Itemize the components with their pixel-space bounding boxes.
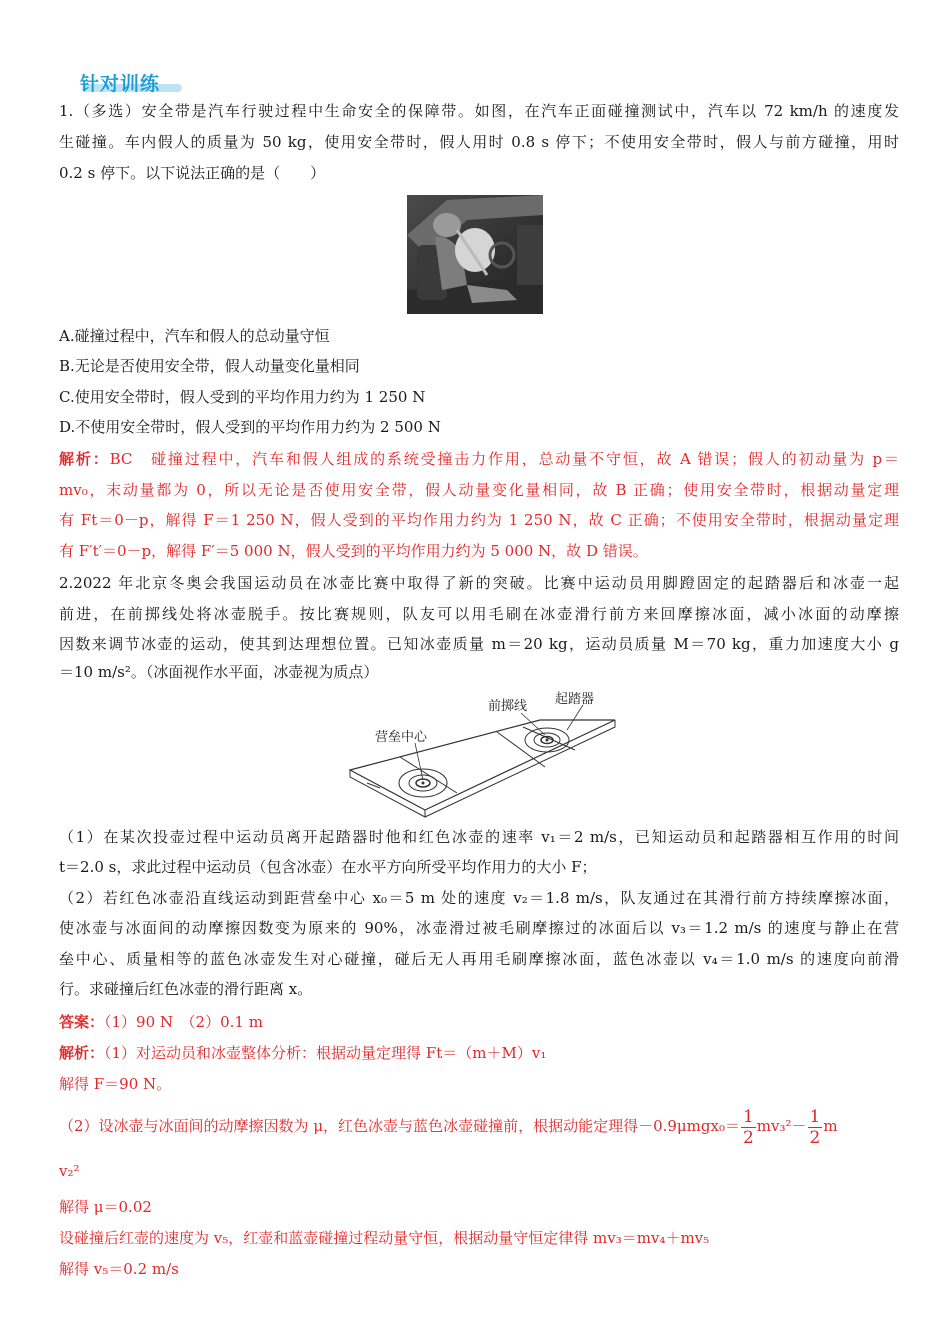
- q2-part2-line-1: （2）若红色冰壶沿直线运动到距营垒中心 x₀＝5 m 处的速度 v₂＝1.8 m/s，队友通过在其滑行前方持续摩擦冰面，: [59, 889, 899, 907]
- q2-stem-line-4: ＝10 m/s²。（冰面视作水平面，冰壶视为质点）: [59, 663, 379, 681]
- q2-solution-line-1: [59, 1042, 899, 1064]
- q2-solution-text-3-mid: mv₃²－: [756, 1117, 807, 1135]
- label-start-block: 起踏器: [555, 692, 595, 707]
- fraction-half-1: [741, 1107, 756, 1148]
- label-house-center: 营垒中心: [375, 730, 428, 745]
- q2-part1-line-2: t＝2.0 s，求此过程中运动员（包含冰壶）在水平方向所受平均作用力的大小 F；: [59, 858, 597, 876]
- q2-solution-text-3: （2）设冰壶与冰面间的动摩擦因数为 μ，红色冰壶与蓝色冰壶碰撞前，根据动能定理得－0.9μmgx₀＝: [59, 1117, 740, 1135]
- q1-solution-line-2: mv₀，末动量都为 0，所以无论是否使用安全带，假人动量变化量相同，故 B 正确；使用安全带时，根据动量定理: [59, 481, 899, 499]
- q2-solution-line-4: v₂²: [59, 1162, 80, 1180]
- fraction-denominator: 2: [809, 1127, 821, 1148]
- q2-answer-label: 答案：: [59, 1013, 105, 1031]
- fraction-numerator: 1: [742, 1106, 754, 1127]
- q2-part1-line-1: （1）在某次投壶过程中运动员离开起踏器时他和红色冰壶的速率 v₁＝2 m/s，已知运动员和起踏器相互作用的时间: [59, 828, 899, 846]
- q1-option-c: C.使用安全带时，假人受到的平均作用力约为 1 250 N: [59, 388, 426, 406]
- q1-solution-line-4: 有 F′t′＝0－p，解得 F′＝5 000 N，假人受到的平均作用力约为 5 000 N，故 D 错误。: [59, 542, 648, 560]
- fraction-half-2: [808, 1107, 823, 1148]
- q2-answer: [59, 1011, 899, 1033]
- q2-solution-line-3: [59, 1104, 899, 1148]
- q2-solution-line-5: 解得 μ＝0.02: [59, 1198, 152, 1216]
- q2-part2-line-3: 垒中心、质量相等的蓝色冰壶发生对心碰撞，碰后无人再用毛刷摩擦冰面，蓝色冰壶以 v₄＝1.0 m/s 的速度向前滑: [59, 950, 899, 968]
- section-title-badge: [74, 68, 192, 98]
- section-title: 针对训练: [80, 73, 161, 95]
- fraction-numerator: 1: [809, 1106, 821, 1127]
- q2-solution-label: 解析：: [59, 1044, 105, 1062]
- q2-answer-text: （1）90 N （2）0.1 m: [104, 1013, 263, 1031]
- q1-option-a: A.碰撞过程中，汽车和假人的总动量守恒: [59, 327, 330, 345]
- q2-solution-line-7: 解得 v₅＝0.2 m/s: [59, 1260, 179, 1278]
- q1-solution-line-1: [59, 448, 899, 470]
- fraction-denominator: 2: [742, 1127, 754, 1148]
- q2-solution-line-6: 设碰撞后红壶的速度为 v₅，红壶和蓝壶碰撞过程动量守恒，根据动量守恒定律得 mv₃＝mv₄＋mv₅: [59, 1229, 710, 1247]
- q2-part2-line-4: 行。求碰撞后红色冰壶的滑行距离 x。: [59, 980, 313, 998]
- q2-stem-line-3: 因数来调节冰壶的运动，使其到达理想位置。已知冰壶质量 m＝20 kg，运动员质量 M＝70 kg，重力加速度大小 g: [59, 635, 899, 653]
- q1-option-d: D.不使用安全带时，假人受到的平均作用力约为 2 500 N: [59, 418, 441, 436]
- q1-stem-line-1: 1.（多选）安全带是汽车行驶过程中生命安全的保障带。如图，在汽车正面碰撞测试中，汽车以 72 km/h 的速度发: [59, 102, 899, 120]
- q1-solution-answer: BC: [109, 450, 133, 468]
- curling-sheet-diagram: [345, 685, 620, 820]
- q2-solution-text-3-end: m: [823, 1117, 838, 1135]
- q1-option-b: B.无论是否使用安全带，假人动量变化量相同: [59, 357, 360, 375]
- q1-stem-line-2: 生碰撞。车内假人的质量为 50 kg，使用安全带时，假人用时 0.8 s 停下；不使用安全带时，假人与前方碰撞，用时: [59, 133, 899, 151]
- crash-test-photo: [407, 195, 543, 314]
- q2-solution-text-1: （1）对运动员和冰壶整体分析：根据动量定理得 Ft＝（m＋M）v₁: [104, 1044, 547, 1062]
- label-front-line: 前掷线: [488, 699, 528, 714]
- q2-stem-line-2: 前进，在前掷线处将冰壶脱手。按比赛规则，队友可以用毛刷在冰壶滑行前方来回摩擦冰面，减小冰面的动摩擦: [59, 605, 899, 623]
- q1-solution-text: 碰撞过程中，汽车和假人组成的系统受撞击力作用，总动量不守恒，故 A 错误；假人的初动量为 p＝: [132, 450, 899, 468]
- q1-solution-line-3: 有 Ft＝0－p，解得 F＝1 250 N，假人受到的平均作用力约为 1 250 N，故 C 正确；不使用安全带时，根据动量定理: [59, 511, 899, 529]
- q1-solution-label: 解析：: [59, 450, 110, 468]
- q2-solution-line-2: 解得 F＝90 N。: [59, 1075, 172, 1093]
- q2-part2-line-2: 使冰壶与冰面间的动摩擦因数变为原来的 90%，冰壶滑过被毛刷摩擦过的冰面后以 v₃＝1.2 m/s 的速度与静止在营: [59, 919, 899, 937]
- q2-stem-line-1: 2.2022 年北京冬奥会我国运动员在冰壶比赛中取得了新的突破。比赛中运动员用脚蹬固定的起踏器后和冰壶一起: [59, 574, 899, 592]
- q1-stem-line-3: 0.2 s 停下。以下说法正确的是（ ）: [59, 164, 326, 182]
